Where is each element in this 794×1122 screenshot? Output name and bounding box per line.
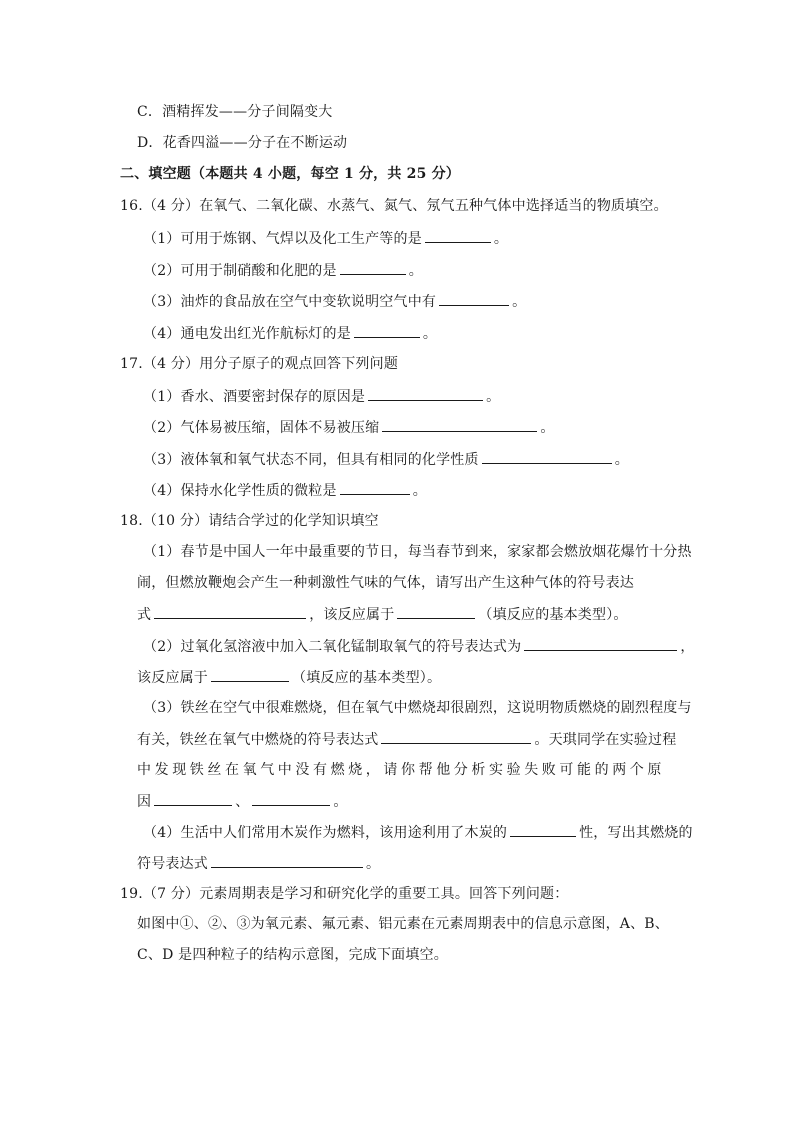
q18-part-2-line-1	[143, 636, 695, 657]
q19-line-1: 如图中①、②、③为氧元素、氟元素、铝元素在元素周期表中的信息示意图，A、B、	[137, 916, 669, 932]
q18-part-4-text-a: （4）生活中人们常用木炭作为燃料，该用途利用了木炭的	[143, 825, 508, 841]
q18-part-2-text-a: 该反应属于	[137, 670, 208, 686]
answer-blank[interactable]	[211, 853, 363, 868]
answer-blank[interactable]	[381, 729, 531, 744]
q17-part-3-text: （3）液体氧和氧气状态不同，但具有相同的化学性质	[143, 452, 479, 468]
q16-part-4	[143, 323, 437, 344]
q16-part-4-text: （4）通电发出红光作航标灯的是	[143, 326, 351, 342]
answer-blank[interactable]	[154, 604, 306, 619]
answer-blank[interactable]	[397, 604, 475, 619]
period: 。	[366, 856, 381, 872]
option-d: D．花香四溢——分子在不断运动	[137, 135, 348, 151]
period: 。	[486, 389, 501, 405]
answer-blank[interactable]	[382, 417, 537, 432]
period: 。	[412, 483, 427, 499]
q18-part-3-line-1: （3）铁丝在空气中很难燃烧，但在氧气中燃烧却很剧烈，这说明物质燃烧的剧烈程度与	[143, 700, 692, 716]
q18-part-4-line-2	[137, 853, 380, 874]
answer-blank[interactable]	[425, 228, 491, 243]
q18-part-2-text: （2）过氧化氢溶液中加入二氧化锰制取氧气的符号表达式为	[143, 639, 522, 655]
option-c: C．酒精挥发——分子间隔变大	[137, 104, 333, 120]
answer-blank[interactable]	[211, 667, 289, 682]
q18-part-3-text-c: 因	[137, 794, 152, 810]
q17-part-1	[143, 386, 500, 407]
q18-part-1-line-2: 闹，但燃放鞭炮会产生一种刺激性气味的气体，请写出产生这种气体的符号表达	[137, 575, 634, 591]
q17-part-4-text: （4）保持水化学性质的微粒是	[143, 483, 337, 499]
answer-blank[interactable]	[340, 480, 410, 495]
q16-stem: 16.（4 分）在氧气、二氧化碳、水蒸气、氮气、氖气五种气体中选择适当的物质填空。	[120, 198, 668, 214]
answer-blank[interactable]	[354, 323, 420, 338]
q18-part-1-text-b: ，该反应属于	[309, 607, 395, 623]
answer-blank[interactable]	[510, 822, 576, 837]
answer-blank[interactable]	[154, 791, 232, 806]
q18-part-4-line-1	[143, 822, 693, 843]
answer-blank[interactable]	[524, 636, 677, 651]
q18-part-3-text-a: 有关，铁丝在氧气中燃烧的符号表达式	[137, 732, 379, 748]
period: 。	[333, 794, 348, 810]
q18-part-3-line-3: 中发现铁丝在氧气中没有燃烧，请你帮他分析实验失败可能的两个原	[137, 762, 665, 778]
q18-part-3-line-2	[137, 729, 676, 750]
q17-part-1-text: （1）香水、酒要密封保存的原因是	[143, 389, 366, 405]
q18-part-4-text-c: 符号表达式	[137, 856, 208, 872]
q17-part-3	[143, 449, 629, 470]
section-title: 二、填空题（本题共 4 小题，每空 1 分，共 25 分）	[120, 166, 461, 182]
period: 。	[512, 294, 527, 310]
period: 。	[540, 420, 555, 436]
period: 。	[408, 263, 423, 279]
q18-part-3-text-b: 。天琪同学在实验过程	[534, 732, 677, 748]
comma: ，	[680, 639, 695, 655]
answer-blank[interactable]	[368, 386, 483, 401]
q17-part-2-text: （2）气体易被压缩，固体不易被压缩	[143, 420, 380, 436]
answer-blank[interactable]	[340, 260, 406, 275]
q17-stem: 17.（4 分）用分子原子的观点回答下列问题	[120, 356, 399, 372]
q18-part-4-text-b: 性，写出其燃烧的	[579, 825, 693, 841]
q16-part-3	[143, 291, 526, 312]
q16-part-1-text: （1）可用于炼钢、气焊以及化工生产等的是	[143, 231, 422, 247]
period: 。	[422, 326, 438, 342]
q18-part-2-text-b: （填反应的基本类型）。	[292, 670, 442, 686]
q18-part-1-line-1: （1）春节是中国人一年中最重要的节日，每当春节到来，家家都会燃放烟花爆竹十分热	[143, 544, 692, 560]
q18-part-1-text-c: （填反应的基本类型）。	[478, 607, 628, 623]
q18-stem: 18.（10 分）请结合学过的化学知识填空	[120, 513, 379, 529]
q18-part-1-line-3	[137, 604, 628, 625]
q16-part-1	[143, 228, 508, 249]
answer-blank[interactable]	[482, 449, 612, 464]
q16-part-2	[143, 260, 423, 281]
q18-part-1-text-a: 式	[137, 607, 152, 623]
period: 。	[493, 231, 509, 247]
answer-blank[interactable]	[439, 291, 509, 306]
separator: 、	[235, 794, 250, 810]
q16-part-2-text: （2）可用于制硝酸和化肥的是	[143, 263, 337, 279]
q17-part-2	[143, 417, 555, 438]
period: 。	[614, 452, 629, 468]
q16-part-3-text: （3）油炸的食品放在空气中变软说明空气中有	[143, 294, 437, 310]
q17-part-4	[143, 480, 427, 501]
q19-line-2: C、D 是四种粒子的结构示意图，完成下面填空。	[137, 947, 448, 963]
q18-part-3-line-4	[137, 791, 348, 812]
answer-blank[interactable]	[252, 791, 330, 806]
q19-stem: 19.（7 分）元素周期表是学习和研究化学的重要工具。回答下列问题：	[120, 886, 569, 902]
q18-part-2-line-2	[137, 667, 441, 688]
